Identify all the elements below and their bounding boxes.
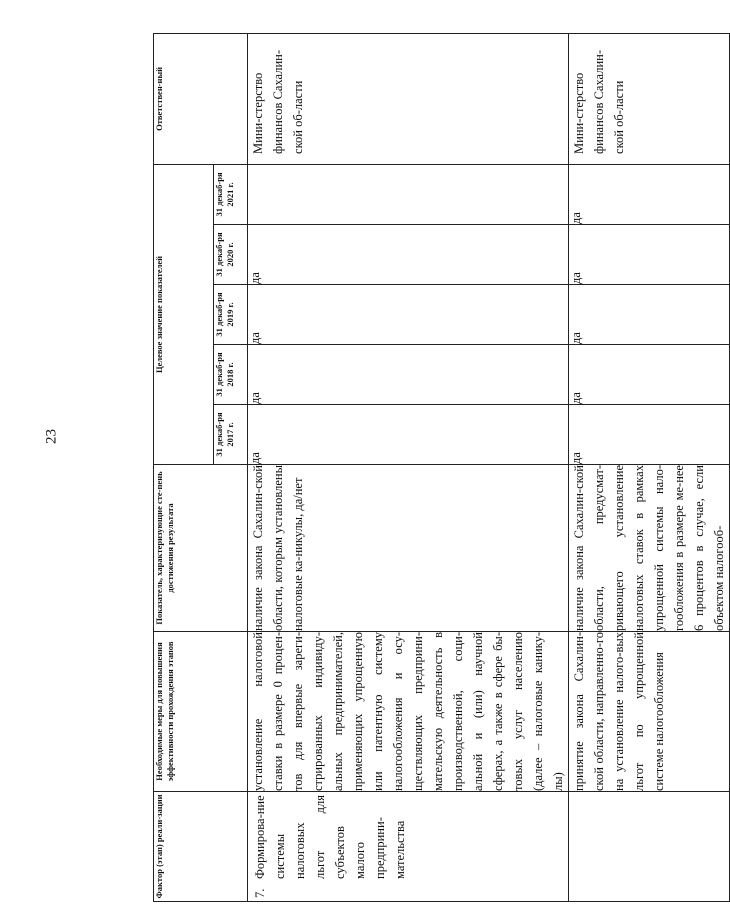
target-value: да [569, 164, 730, 224]
header-year: 31 декаб-ря 2021 г. [214, 164, 248, 224]
measures-table [153, 33, 730, 902]
header-year: 31 декаб-ря 2020 г. [214, 225, 248, 285]
header-indicator: Показатель, характеризующие сте-пень достижения результата [154, 465, 248, 632]
header-responsible: Ответствен-ный [154, 33, 248, 164]
factor-cell [248, 792, 569, 902]
measures-cell: принятие закона Сахалин-ской области, направленно-го на установление налого-вых льгот по упрощенной системе налогообложения [569, 632, 730, 792]
target-value: да [569, 405, 730, 465]
target-value: да [569, 225, 730, 285]
responsible-cell: Мини-стерство финансов Сахалин-ской об-ласти [248, 33, 569, 164]
table-row [248, 33, 569, 901]
table-row [569, 33, 730, 901]
header-target: Целевое значение показателей [154, 164, 214, 464]
header-year: 31 декаб-ря 2017 г. [214, 405, 248, 465]
header-row-1 [154, 33, 214, 901]
target-value: да [248, 285, 569, 345]
target-value: да [248, 405, 569, 465]
target-value [248, 164, 569, 224]
responsible-cell: Мини-стерство финансов Сахалин-ской об-ласти [569, 33, 730, 164]
rotated-table-wrapper [153, 34, 726, 902]
target-value: да [569, 345, 730, 405]
target-value: да [569, 285, 730, 345]
header-measures: Необходимые меры для повышения эффективности прохождения этапов [154, 632, 248, 792]
target-value: да [248, 225, 569, 285]
indicator-cell: наличие закона Сахалин-ской области, предусмат-ривающего установление налоговых ставок в рамках упрощенной системы нало-гообложения в размере ме-нее 6 процентов в случае, если объектом налогооб- [569, 465, 730, 632]
header-year: 31 декаб-ря 2019 г. [214, 285, 248, 345]
indicator-cell: наличие закона Сахалин-ской области, которым установлены налоговые ка-никулы, да/нет [248, 465, 569, 632]
target-value: да [248, 345, 569, 405]
row-number: 7. [253, 888, 267, 898]
page-number: 23 [43, 429, 60, 444]
header-factor: Фактор (этап) реали-зации [154, 792, 248, 902]
header-year: 31 декаб-ря 2018 г. [214, 345, 248, 405]
factor-cell [569, 792, 730, 902]
measures-cell: установление налоговой ставки в размере 0 процен-тов для впервые зареги-стрированных индивиду-альных предпринимателей, применяющих упрощенную или патентную систему налогообложения и осу-ществляющих предприни-мательскую деятельность в производственной, соци-альной и (или) научной сферах, а также в сфере бы-товых услуг населению (далее – налоговые канику-лы) [248, 632, 569, 792]
factor-text: Формирова-ние системы налоговых льгот для субъектов малого предприни-мательства [253, 795, 407, 879]
